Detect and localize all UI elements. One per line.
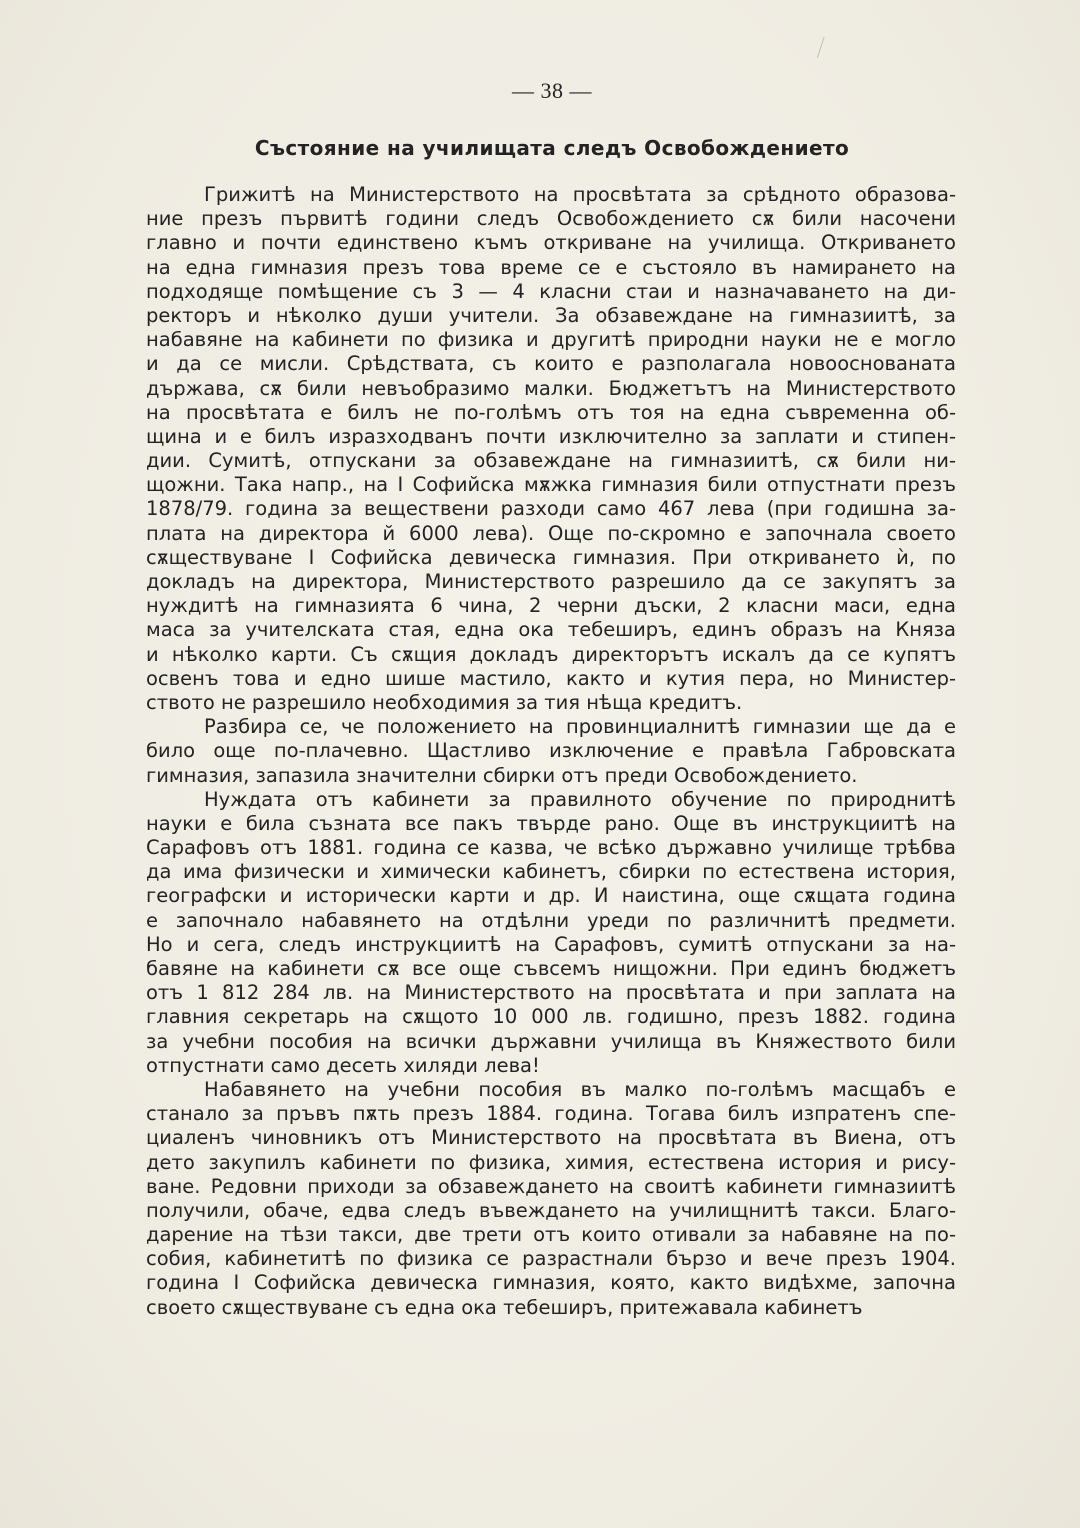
paragraph (146, 715, 956, 788)
text-line: държава, сѫ били невъобразимо малки. Бюджетътъ на Министерството (146, 376, 956, 400)
text-line: било още по-плачевно. Щастливо изключение е правѣла Габровската (146, 739, 956, 763)
text-line: на просвѣтата е билъ не по-голѣмъ отъ тоя на една съвременна об- (146, 400, 956, 424)
text-line: станало за пръвъ пѫть презъ 1884. година. Тогава билъ изпратенъ спе- (146, 1102, 956, 1126)
body-text (146, 183, 956, 1320)
text-line: щина и е билъ изразходванъ почти изключително за заплати и стипен- (146, 424, 956, 448)
text-line: набавяне на кабинети по физика и другитѣ природни науки не е могло (146, 328, 956, 352)
text-line: нуждитѣ на гимназията 6 чина, 2 черни дъски, 2 класни маси, една (146, 594, 956, 618)
text-line: Нуждата отъ кабинети за правилното обучение по природнитѣ (204, 787, 956, 811)
text-line: главно и почти единствено къмъ откриване на училища. Откриването (146, 231, 956, 255)
text-line: ректоръ и нѣколко души учители. За обзавеждане на гимназиитѣ, за (146, 303, 956, 327)
text-line: Сарафовъ отъ 1881. година се казва, че всѣко държавно училище трѣбва (146, 836, 956, 860)
text-line: щожни. Така напр., на I Софийска мѫжка гимназия били отпустнати презъ (146, 473, 956, 497)
section-title: Състояние на училищата следъ Освобождението (254, 136, 850, 160)
text-line: маса за учителската стая, една ока тебеширъ, единъ образъ на Княза (146, 618, 956, 642)
text-line: отпустнати само десеть хиляди лева! (146, 1053, 540, 1077)
text-line: Но и сега, следъ инструкциитѣ на Сарафовъ, сумитѣ отпускани за на- (146, 932, 956, 956)
paragraph (146, 1078, 956, 1320)
text-line: сѫществуване I Софийска девическа гимназия. При откриването ѝ, по (146, 545, 956, 569)
text-line: получили, обаче, едва следъ въвеждането на училищнитѣ такси. Благо- (146, 1198, 956, 1222)
text-line: на една гимназия презъ това време се е състояло въ намирането на (146, 255, 956, 279)
text-line: собия, кабинетитѣ по физика се разрастнали бързо и вече презъ 1904. (146, 1247, 956, 1271)
text-line: дарение на тѣзи такси, две трети отъ които отивали за набавяне на по- (146, 1223, 956, 1247)
text-line: година I Софийска девическа гимназия, която, както видѣхме, започна (146, 1271, 956, 1295)
text-line: своето сѫществуване съ една ока тебеширъ, притежавала кабинетъ (146, 1295, 863, 1319)
text-line: дето закупилъ кабинети по физика, химия, естествена история и рису- (146, 1150, 956, 1174)
paragraph (146, 788, 956, 1078)
text-line: и да се мисли. Срѣдствата, съ които е разполагала новооснованата (146, 352, 956, 376)
text-line: и нѣколко карти. Съ сѫщия докладъ директорътъ искалъ да се купятъ (146, 642, 956, 666)
text-line: за учебни пособия на всички държавни училища въ Княжеството били (146, 1029, 956, 1053)
text-line: главния секретарь на сѫщото 10 000 лв. годишно, презъ 1882. година (146, 1005, 956, 1029)
text-line: Грижитѣ на Министерството на просвѣтата за срѣдното образова- (204, 183, 956, 206)
text-line: дии. Сумитѣ, отпускани за обзавеждане на гимназиитѣ, сѫ били ни- (146, 449, 956, 473)
text-line: да има физически и химически кабинетъ, сбирки по естествена история, (146, 860, 956, 884)
paragraph (146, 183, 956, 715)
text-line: 1878/79. година за веществени разходи само 467 лева (при годишна за- (146, 497, 956, 521)
text-line: плата на директора й 6000 лева). Още по-скромно е започнала своето (146, 521, 956, 545)
text-line: Набавянето на учебни пособия въ малко по-голѣмъ масщабъ е (204, 1077, 956, 1101)
text-line: ството не разрешило необходимия за тия нѣща кредитъ. (146, 690, 743, 714)
text-line: Разбира се, че положението на провинциалнитѣ гимназии ще да е (204, 715, 956, 739)
text-line: отъ 1 812 284 лв. на Министерството на просвѣтата и при заплата на (146, 981, 956, 1005)
text-line: докладъ на директора, Министерството разрешило да се закупятъ за (146, 570, 956, 593)
text-line: ване. Редовни приходи за обзавеждането на своитѣ кабинети гимназиитѣ (146, 1174, 956, 1198)
text-line: подходяще помѣщение съ 3 — 4 класни стаи и назначаването на ди- (146, 279, 956, 303)
text-line: освенъ това и едно шише мастило, както и кутия пера, но Министер- (146, 666, 956, 690)
text-line: гимназия, запазила значителни сбирки отъ преди Освобождението. (146, 763, 858, 787)
text-line: циаленъ чиновникъ отъ Министерството на просвѣтата въ Виена, отъ (146, 1126, 956, 1150)
paper-mark (817, 37, 834, 61)
text-line: науки е била съзната все пакъ твърде рано. Още въ инструкциитѣ на (146, 811, 956, 835)
text-line: е започнало набавянето на отдѣлни уреди по различнитѣ предмети. (146, 908, 956, 932)
text-line: географски и исторически карти и др. И наистина, още сѫщата година (146, 884, 956, 908)
text-line: бавяне на кабинети сѫ все още съвсемъ нищожни. При единъ бюджетъ (146, 957, 956, 980)
text-line: ние презъ първитѣ години следъ Освобождението сѫ били насочени (146, 207, 956, 231)
page-number: — 38 — (512, 78, 592, 103)
